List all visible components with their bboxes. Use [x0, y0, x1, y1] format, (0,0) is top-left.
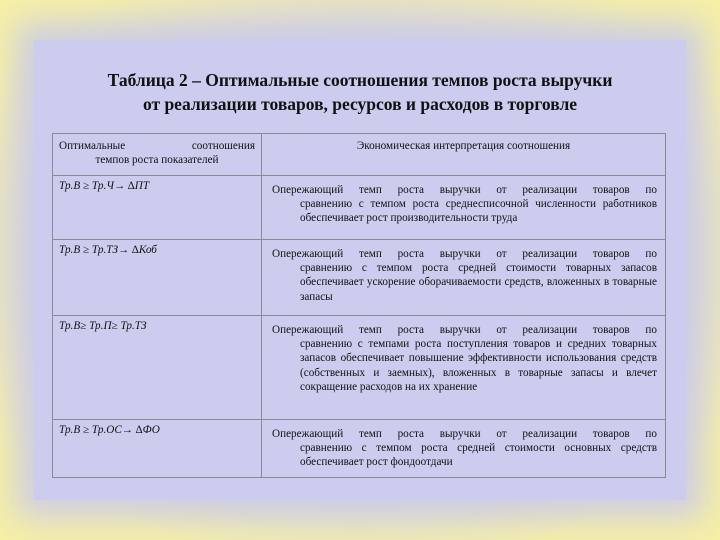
interpretation-cell — [262, 176, 666, 240]
header-ratios-line-1: Оптимальные соотношения — [59, 140, 255, 152]
interpretation-rest: сравнению с темпом роста среднесписочной численности работников обеспечивает рост производительности труда — [300, 198, 657, 225]
ratio-cell: Тр.В≥ Тр.П≥ Тр.ТЗ — [53, 316, 262, 420]
ratios-table — [52, 133, 666, 478]
title-line-2: от реализации товаров, ресурсов и расходов в торговле — [142, 94, 578, 114]
slide-title — [40, 68, 680, 116]
interpretation-cell — [262, 420, 666, 478]
ratio-cell: Тр.В ≥ Тр.ТЗ→ ∆Коб — [53, 240, 262, 316]
interpretation-first-line: Опережающий темп роста выручки от реализации товаров по — [272, 184, 657, 196]
table-header-row — [53, 134, 666, 176]
interpretation-first-line: Опережающий темп роста выручки от реализации товаров по — [272, 324, 657, 336]
interpretation-first-line: Опережающий темп роста выручки от реализации товаров по — [272, 248, 657, 260]
interpretation-cell — [262, 240, 666, 316]
table-row — [53, 420, 666, 478]
table-row — [53, 240, 666, 316]
interpretation-rest: сравнению с темпом роста средней стоимости основных средств обеспечивает рост фондоотдачи — [300, 442, 657, 469]
header-interpretation: Экономическая интерпретация соотношения — [262, 134, 666, 176]
ratio-cell: Тр.В ≥ Тр.Ч→ ∆ПТ — [53, 176, 262, 240]
interpretation-cell — [262, 316, 666, 420]
header-ratios-line-2: темпов роста показателей — [95, 154, 219, 167]
table-row — [53, 176, 666, 240]
header-ratios — [53, 134, 262, 176]
interpretation-rest: сравнению с темпами роста поступления товаров и средних товарных запасов обеспечивает повышение эффективности использования средств (собственных и заемных), вложенных в товарные запасы и влечет сокращение расходов на их хранение — [300, 338, 657, 393]
ratio-cell: Тр.В ≥ Тр.ОС→ ∆ФО — [53, 420, 262, 478]
interpretation-rest: сравнению с темпом роста средней стоимости товарных запасов обеспечивает ускорение оборачиваемости средств, вложенных в товарные запасы — [300, 262, 657, 303]
interpretation-first-line: Опережающий темп роста выручки от реализации товаров по — [272, 428, 657, 440]
title-line-1: Таблица 2 – Оптимальные соотношения темпов роста выручки — [107, 70, 613, 90]
table-row — [53, 316, 666, 420]
